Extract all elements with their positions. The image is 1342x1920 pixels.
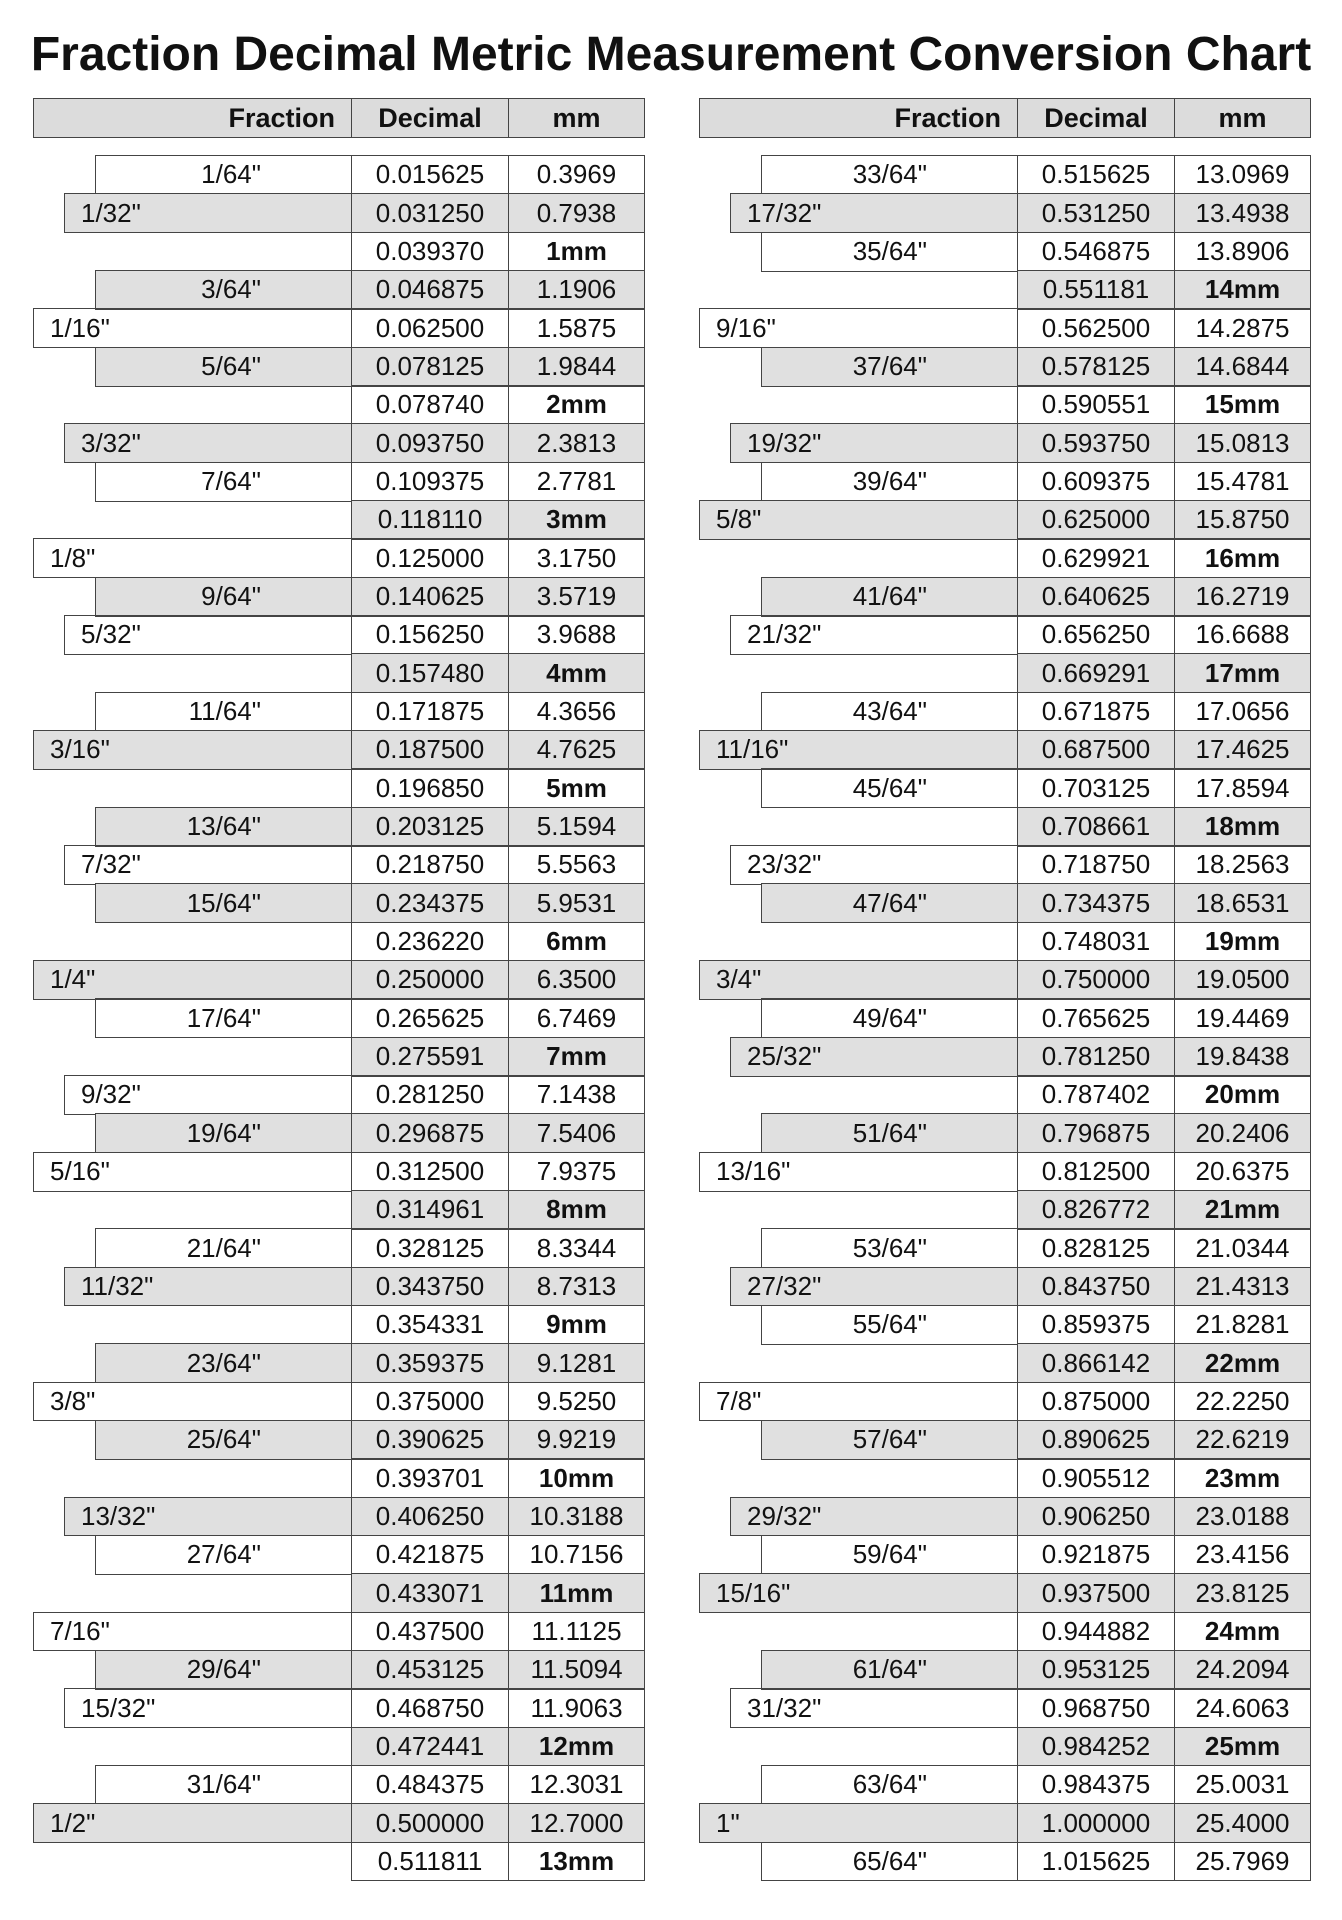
mm-cell: 5.9531 (508, 883, 645, 923)
fraction-cell: 65/64" (761, 1842, 1018, 1882)
decimal-cell: 0.866142 (1017, 1343, 1175, 1383)
mm-cell: 2mm (508, 385, 645, 425)
fraction-cell: 5/64" (95, 347, 352, 387)
conversion-table-right (699, 98, 1311, 1888)
decimal-cell: 0.750000 (1017, 960, 1175, 1000)
fraction-cell: 3/8" (33, 1382, 352, 1422)
decimal-cell: 0.656250 (1017, 615, 1175, 655)
mm-cell: 24.2094 (1174, 1650, 1311, 1690)
decimal-cell: 0.109375 (351, 462, 509, 502)
mm-cell: 7.9375 (508, 1152, 645, 1192)
decimal-cell: 0.437500 (351, 1612, 509, 1652)
mm-cell: 14.2875 (1174, 308, 1311, 348)
fraction-cell: 13/16" (699, 1152, 1018, 1192)
fraction-cell: 33/64" (761, 155, 1018, 195)
fraction-cell: 1/16" (33, 308, 352, 348)
mm-cell: 1.9844 (508, 347, 645, 387)
decimal-cell: 0.629921 (1017, 538, 1175, 578)
decimal-cell: 0.031250 (351, 193, 509, 233)
decimal-cell: 0.406250 (351, 1497, 509, 1537)
fraction-cell: 9/16" (699, 308, 1018, 348)
decimal-cell: 0.234375 (351, 883, 509, 923)
mm-cell: 21.0344 (1174, 1228, 1311, 1268)
fraction-cell: 25/64" (95, 1420, 352, 1460)
decimal-cell: 0.718750 (1017, 845, 1175, 885)
mm-cell: 5mm (508, 768, 645, 808)
fraction-cell: 7/16" (33, 1612, 352, 1652)
mm-cell: 3mm (508, 500, 645, 540)
decimal-cell: 0.826772 (1017, 1190, 1175, 1230)
decimal-cell: 0.433071 (351, 1573, 509, 1613)
decimal-cell: 0.937500 (1017, 1573, 1175, 1613)
mm-cell: 13mm (508, 1842, 645, 1882)
fraction-cell: 1/32" (64, 193, 352, 233)
decimal-cell: 0.968750 (1017, 1688, 1175, 1728)
fraction-cell: 11/16" (699, 730, 1018, 770)
decimal-cell: 0.312500 (351, 1152, 509, 1192)
decimal-cell: 0.359375 (351, 1343, 509, 1383)
decimal-cell: 0.046875 (351, 270, 509, 310)
mm-cell: 13.4938 (1174, 193, 1311, 233)
mm-cell: 16.2719 (1174, 577, 1311, 617)
fraction-cell: 59/64" (761, 1535, 1018, 1575)
mm-cell: 21.8281 (1174, 1305, 1311, 1345)
fraction-cell: 43/64" (761, 692, 1018, 732)
mm-cell: 3.1750 (508, 538, 645, 578)
fraction-cell: 27/64" (95, 1535, 352, 1575)
fraction-cell: 3/64" (95, 270, 352, 310)
decimal-cell: 0.375000 (351, 1382, 509, 1422)
decimal-cell: 0.984375 (1017, 1765, 1175, 1805)
mm-cell: 25.4000 (1174, 1803, 1311, 1843)
fraction-cell: 13/64" (95, 807, 352, 847)
header-mm: mm (1174, 98, 1311, 138)
mm-cell: 13.8906 (1174, 232, 1311, 272)
fraction-cell: 17/64" (95, 998, 352, 1038)
decimal-cell: 0.354331 (351, 1305, 509, 1345)
decimal-cell: 0.546875 (1017, 232, 1175, 272)
mm-cell: 10.3188 (508, 1497, 645, 1537)
mm-cell: 10mm (508, 1458, 645, 1498)
mm-cell: 8mm (508, 1190, 645, 1230)
decimal-cell: 1.000000 (1017, 1803, 1175, 1843)
mm-cell: 18mm (1174, 807, 1311, 847)
fraction-cell: 3/4" (699, 960, 1018, 1000)
decimal-cell: 0.500000 (351, 1803, 509, 1843)
mm-cell: 7.5406 (508, 1113, 645, 1153)
decimal-cell: 0.890625 (1017, 1420, 1175, 1460)
fraction-cell: 37/64" (761, 347, 1018, 387)
decimal-cell: 0.921875 (1017, 1535, 1175, 1575)
mm-cell: 16.6688 (1174, 615, 1311, 655)
decimal-cell: 0.984252 (1017, 1727, 1175, 1767)
decimal-cell: 0.669291 (1017, 653, 1175, 693)
mm-cell: 1mm (508, 232, 645, 272)
mm-cell: 11mm (508, 1573, 645, 1613)
header-decimal: Decimal (1017, 98, 1175, 138)
mm-cell: 7mm (508, 1037, 645, 1077)
mm-cell: 11.9063 (508, 1688, 645, 1728)
decimal-cell: 0.343750 (351, 1267, 509, 1307)
decimal-cell: 0.078125 (351, 347, 509, 387)
fraction-cell: 3/16" (33, 730, 352, 770)
decimal-cell: 0.906250 (1017, 1497, 1175, 1537)
decimal-cell: 0.511811 (351, 1842, 509, 1882)
mm-cell: 17.4625 (1174, 730, 1311, 770)
mm-cell: 21mm (1174, 1190, 1311, 1230)
fraction-cell: 7/64" (95, 462, 352, 502)
mm-cell: 24mm (1174, 1612, 1311, 1652)
decimal-cell: 0.265625 (351, 998, 509, 1038)
fraction-cell: 29/32" (730, 1497, 1018, 1537)
mm-cell: 23.0188 (1174, 1497, 1311, 1537)
mm-cell: 1.5875 (508, 308, 645, 348)
decimal-cell: 0.609375 (1017, 462, 1175, 502)
decimal-cell: 0.625000 (1017, 500, 1175, 540)
fraction-cell: 61/64" (761, 1650, 1018, 1690)
fraction-cell: 23/64" (95, 1343, 352, 1383)
mm-cell: 18.2563 (1174, 845, 1311, 885)
mm-cell: 25.0031 (1174, 1765, 1311, 1805)
header-mm: mm (508, 98, 645, 138)
decimal-cell: 0.236220 (351, 922, 509, 962)
decimal-cell: 0.118110 (351, 500, 509, 540)
mm-cell: 3.5719 (508, 577, 645, 617)
mm-cell: 12.7000 (508, 1803, 645, 1843)
fraction-cell: 49/64" (761, 998, 1018, 1038)
mm-cell: 4.7625 (508, 730, 645, 770)
decimal-cell: 0.015625 (351, 155, 509, 195)
mm-cell: 9.5250 (508, 1382, 645, 1422)
mm-cell: 17.0656 (1174, 692, 1311, 732)
fraction-cell: 21/32" (730, 615, 1018, 655)
mm-cell: 25mm (1174, 1727, 1311, 1767)
header-fraction: Fraction (699, 98, 1018, 138)
decimal-cell: 0.562500 (1017, 308, 1175, 348)
mm-cell: 6mm (508, 922, 645, 962)
mm-cell: 15.4781 (1174, 462, 1311, 502)
decimal-cell: 0.531250 (1017, 193, 1175, 233)
fraction-cell: 29/64" (95, 1650, 352, 1690)
fraction-cell: 31/32" (730, 1688, 1018, 1728)
mm-cell: 13.0969 (1174, 155, 1311, 195)
mm-cell: 2.7781 (508, 462, 645, 502)
decimal-cell: 0.468750 (351, 1688, 509, 1728)
fraction-cell: 51/64" (761, 1113, 1018, 1153)
decimal-cell: 0.472441 (351, 1727, 509, 1767)
decimal-cell: 0.062500 (351, 308, 509, 348)
fraction-cell: 23/32" (730, 845, 1018, 885)
mm-cell: 8.7313 (508, 1267, 645, 1307)
decimal-cell: 0.875000 (1017, 1382, 1175, 1422)
fraction-cell: 1/8" (33, 538, 352, 578)
fraction-cell: 5/32" (64, 615, 352, 655)
decimal-cell: 0.640625 (1017, 577, 1175, 617)
fraction-cell: 7/8" (699, 1382, 1018, 1422)
mm-cell: 10.7156 (508, 1535, 645, 1575)
page-title: Fraction Decimal Metric Measurement Conversion Chart (30, 28, 1312, 81)
mm-cell: 22.2250 (1174, 1382, 1311, 1422)
mm-cell: 22.6219 (1174, 1420, 1311, 1460)
mm-cell: 14mm (1174, 270, 1311, 310)
decimal-cell: 0.578125 (1017, 347, 1175, 387)
mm-cell: 18.6531 (1174, 883, 1311, 923)
mm-cell: 20mm (1174, 1075, 1311, 1115)
decimal-cell: 0.140625 (351, 577, 509, 617)
decimal-cell: 0.796875 (1017, 1113, 1175, 1153)
decimal-cell: 0.393701 (351, 1458, 509, 1498)
fraction-cell: 13/32" (64, 1497, 352, 1537)
mm-cell: 12.3031 (508, 1765, 645, 1805)
decimal-cell: 0.187500 (351, 730, 509, 770)
mm-cell: 19mm (1174, 922, 1311, 962)
fraction-cell: 21/64" (95, 1228, 352, 1268)
mm-cell: 15.0813 (1174, 423, 1311, 463)
mm-cell: 19.4469 (1174, 998, 1311, 1038)
mm-cell: 20.2406 (1174, 1113, 1311, 1153)
decimal-cell: 0.250000 (351, 960, 509, 1000)
mm-cell: 21.4313 (1174, 1267, 1311, 1307)
mm-cell: 0.3969 (508, 155, 645, 195)
decimal-cell: 0.421875 (351, 1535, 509, 1575)
decimal-cell: 0.593750 (1017, 423, 1175, 463)
decimal-cell: 0.515625 (1017, 155, 1175, 195)
decimal-cell: 0.203125 (351, 807, 509, 847)
fraction-cell: 31/64" (95, 1765, 352, 1805)
header-fraction: Fraction (33, 98, 352, 138)
mm-cell: 20.6375 (1174, 1152, 1311, 1192)
fraction-cell: 55/64" (761, 1305, 1018, 1345)
mm-cell: 9mm (508, 1305, 645, 1345)
mm-cell: 19.8438 (1174, 1037, 1311, 1077)
mm-cell: 3.9688 (508, 615, 645, 655)
fraction-cell: 19/32" (730, 423, 1018, 463)
decimal-cell: 0.275591 (351, 1037, 509, 1077)
fraction-cell: 5/8" (699, 500, 1018, 540)
fraction-cell: 19/64" (95, 1113, 352, 1153)
decimal-cell: 0.328125 (351, 1228, 509, 1268)
decimal-cell: 0.157480 (351, 653, 509, 693)
mm-cell: 6.3500 (508, 960, 645, 1000)
mm-cell: 8.3344 (508, 1228, 645, 1268)
mm-cell: 23.4156 (1174, 1535, 1311, 1575)
fraction-cell: 53/64" (761, 1228, 1018, 1268)
mm-cell: 14.6844 (1174, 347, 1311, 387)
mm-cell: 23mm (1174, 1458, 1311, 1498)
mm-cell: 5.5563 (508, 845, 645, 885)
mm-cell: 11.5094 (508, 1650, 645, 1690)
mm-cell: 4mm (508, 653, 645, 693)
decimal-cell: 0.093750 (351, 423, 509, 463)
decimal-cell: 0.171875 (351, 692, 509, 732)
mm-cell: 17mm (1174, 653, 1311, 693)
fraction-cell: 45/64" (761, 768, 1018, 808)
decimal-cell: 0.484375 (351, 1765, 509, 1805)
mm-cell: 5.1594 (508, 807, 645, 847)
header-decimal: Decimal (351, 98, 509, 138)
decimal-cell: 0.314961 (351, 1190, 509, 1230)
mm-cell: 2.3813 (508, 423, 645, 463)
fraction-cell: 1/2" (33, 1803, 352, 1843)
fraction-cell: 3/32" (64, 423, 352, 463)
mm-cell: 9.9219 (508, 1420, 645, 1460)
fraction-cell: 1/4" (33, 960, 352, 1000)
fraction-cell: 9/64" (95, 577, 352, 617)
mm-cell: 4.3656 (508, 692, 645, 732)
mm-cell: 17.8594 (1174, 768, 1311, 808)
fraction-cell: 9/32" (64, 1075, 352, 1115)
decimal-cell: 0.281250 (351, 1075, 509, 1115)
decimal-cell: 0.156250 (351, 615, 509, 655)
mm-cell: 11.1125 (508, 1612, 645, 1652)
fraction-cell: 11/64" (95, 692, 352, 732)
mm-cell: 19.0500 (1174, 960, 1311, 1000)
decimal-cell: 0.196850 (351, 768, 509, 808)
mm-cell: 12mm (508, 1727, 645, 1767)
decimal-cell: 0.843750 (1017, 1267, 1175, 1307)
decimal-cell: 0.218750 (351, 845, 509, 885)
decimal-cell: 0.708661 (1017, 807, 1175, 847)
decimal-cell: 0.687500 (1017, 730, 1175, 770)
fraction-cell: 27/32" (730, 1267, 1018, 1307)
mm-cell: 15mm (1174, 385, 1311, 425)
decimal-cell: 0.703125 (1017, 768, 1175, 808)
fraction-cell: 15/16" (699, 1573, 1018, 1613)
decimal-cell: 0.671875 (1017, 692, 1175, 732)
fraction-cell: 35/64" (761, 232, 1018, 272)
fraction-cell: 5/16" (33, 1152, 352, 1192)
fraction-cell: 15/64" (95, 883, 352, 923)
fraction-cell: 47/64" (761, 883, 1018, 923)
mm-cell: 25.7969 (1174, 1842, 1311, 1882)
decimal-cell: 0.953125 (1017, 1650, 1175, 1690)
decimal-cell: 0.812500 (1017, 1152, 1175, 1192)
decimal-cell: 0.734375 (1017, 883, 1175, 923)
decimal-cell: 0.765625 (1017, 998, 1175, 1038)
decimal-cell: 0.859375 (1017, 1305, 1175, 1345)
decimal-cell: 0.781250 (1017, 1037, 1175, 1077)
fraction-cell: 17/32" (730, 193, 1018, 233)
decimal-cell: 0.453125 (351, 1650, 509, 1690)
mm-cell: 1.1906 (508, 270, 645, 310)
decimal-cell: 0.905512 (1017, 1458, 1175, 1498)
mm-cell: 24.6063 (1174, 1688, 1311, 1728)
fraction-cell: 41/64" (761, 577, 1018, 617)
decimal-cell: 0.590551 (1017, 385, 1175, 425)
decimal-cell: 0.787402 (1017, 1075, 1175, 1115)
decimal-cell: 0.039370 (351, 232, 509, 272)
mm-cell: 15.8750 (1174, 500, 1311, 540)
decimal-cell: 0.296875 (351, 1113, 509, 1153)
fraction-cell: 15/32" (64, 1688, 352, 1728)
decimal-cell: 1.015625 (1017, 1842, 1175, 1882)
fraction-cell: 39/64" (761, 462, 1018, 502)
decimal-cell: 0.078740 (351, 385, 509, 425)
fraction-cell: 7/32" (64, 845, 352, 885)
fraction-cell: 11/32" (64, 1267, 352, 1307)
conversion-table-left (33, 98, 645, 1888)
mm-cell: 6.7469 (508, 998, 645, 1038)
decimal-cell: 0.748031 (1017, 922, 1175, 962)
mm-cell: 0.7938 (508, 193, 645, 233)
decimal-cell: 0.828125 (1017, 1228, 1175, 1268)
decimal-cell: 0.944882 (1017, 1612, 1175, 1652)
mm-cell: 23.8125 (1174, 1573, 1311, 1613)
decimal-cell: 0.390625 (351, 1420, 509, 1460)
mm-cell: 22mm (1174, 1343, 1311, 1383)
fraction-cell: 1" (699, 1803, 1018, 1843)
fraction-cell: 57/64" (761, 1420, 1018, 1460)
mm-cell: 7.1438 (508, 1075, 645, 1115)
mm-cell: 9.1281 (508, 1343, 645, 1383)
decimal-cell: 0.551181 (1017, 270, 1175, 310)
fraction-cell: 63/64" (761, 1765, 1018, 1805)
decimal-cell: 0.125000 (351, 538, 509, 578)
fraction-cell: 1/64" (95, 155, 352, 195)
mm-cell: 16mm (1174, 538, 1311, 578)
fraction-cell: 25/32" (730, 1037, 1018, 1077)
